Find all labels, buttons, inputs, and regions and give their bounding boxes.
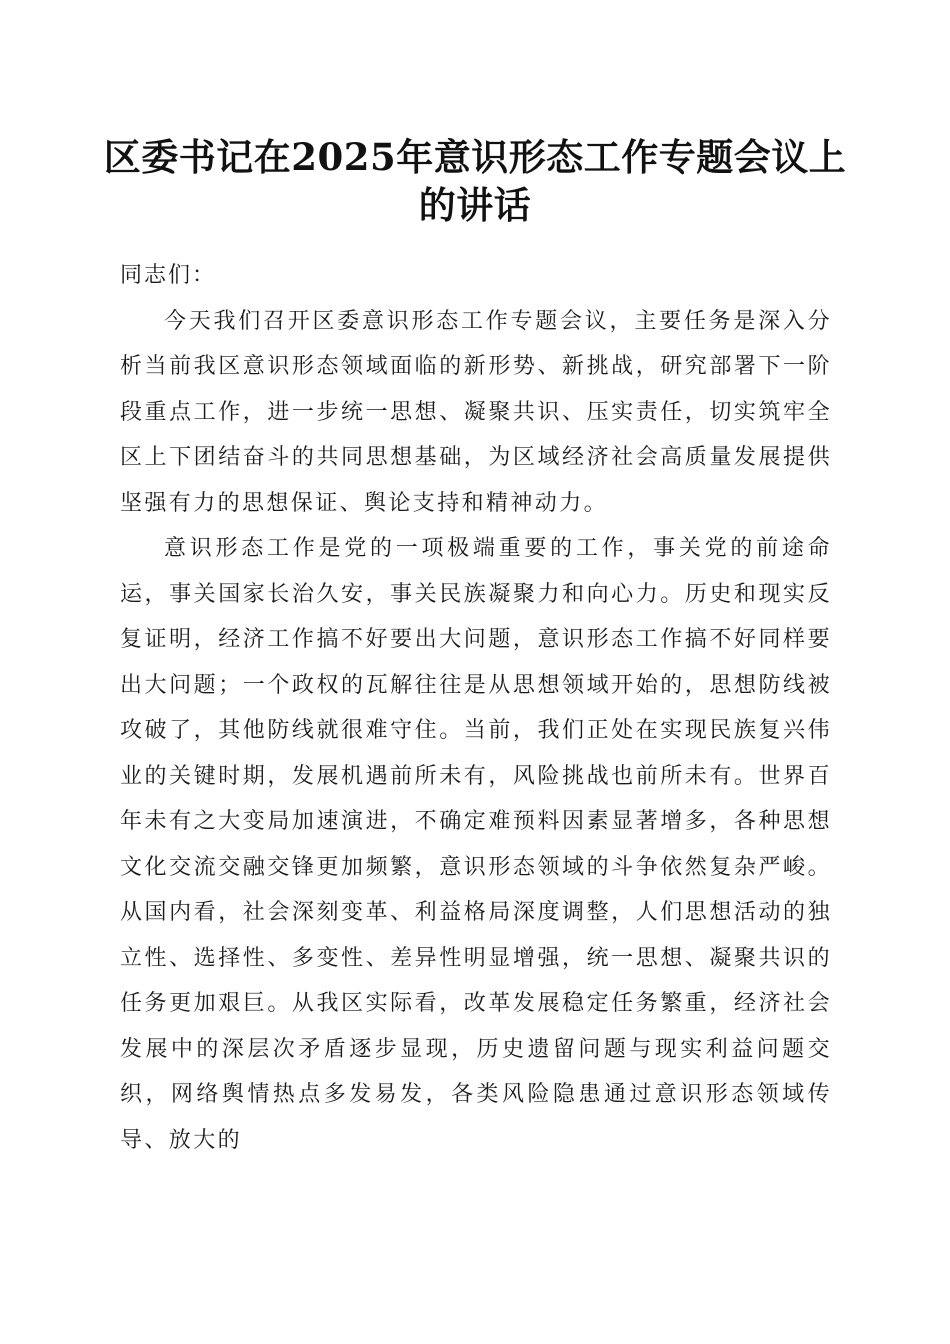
salutation: 同志们：: [120, 263, 217, 288]
document-body: [120, 253, 832, 1163]
paragraph-intro: 今天我们召开区委意识形态工作专题会议，主要任务是深入分析当前我区意识形态领域面临的新形势、新挑战，研究部署下一阶段重点工作，进一步统一思想、凝聚共识、压实责任，切实筑牢全区上下团结奋斗的共同思想基础，为区域经济社会高质量发展提供坚强有力的思想保证、舆论支持和精神动力。: [120, 308, 832, 516]
document-title: 区委书记在2025年意识形态工作专题会议上的讲话: [103, 135, 847, 227]
paragraph-importance: 意识形态工作是党的一项极端重要的工作，事关党的前途命运，事关国家长治久安，事关民族凝聚力和向心力。历史和现实反复证明，经济工作搞不好要出大问题，意识形态工作搞不好同样要出大问题；一个政权的瓦解往往是从思想领域开始的，思想防线被攻破了，其他防线就很难守住。当前，我们正处在实现民族复兴伟业的关键时期，发展机遇前所未有，风险挑战也前所未有。世界百年未有之大变局加速演进，不确定难预料因素显著增多，各种思想文化交流交融交锋更加频繁，意识形态领域的斗争依然复杂严峻。从国内看，社会深刻变革、利益格局深度调整，人们思想活动的独立性、选择性、多变性、差异性明显增强，统一思想、凝聚共识的任务更加艰巨。从我区实际看，改革发展稳定任务繁重，经济社会发展中的深层次矛盾逐步显现，历史遗留问题与现实利益问题交织，网络舆情热点多发易发，各类风险隐患通过意识形态领域传导、放大的: [120, 536, 832, 1153]
